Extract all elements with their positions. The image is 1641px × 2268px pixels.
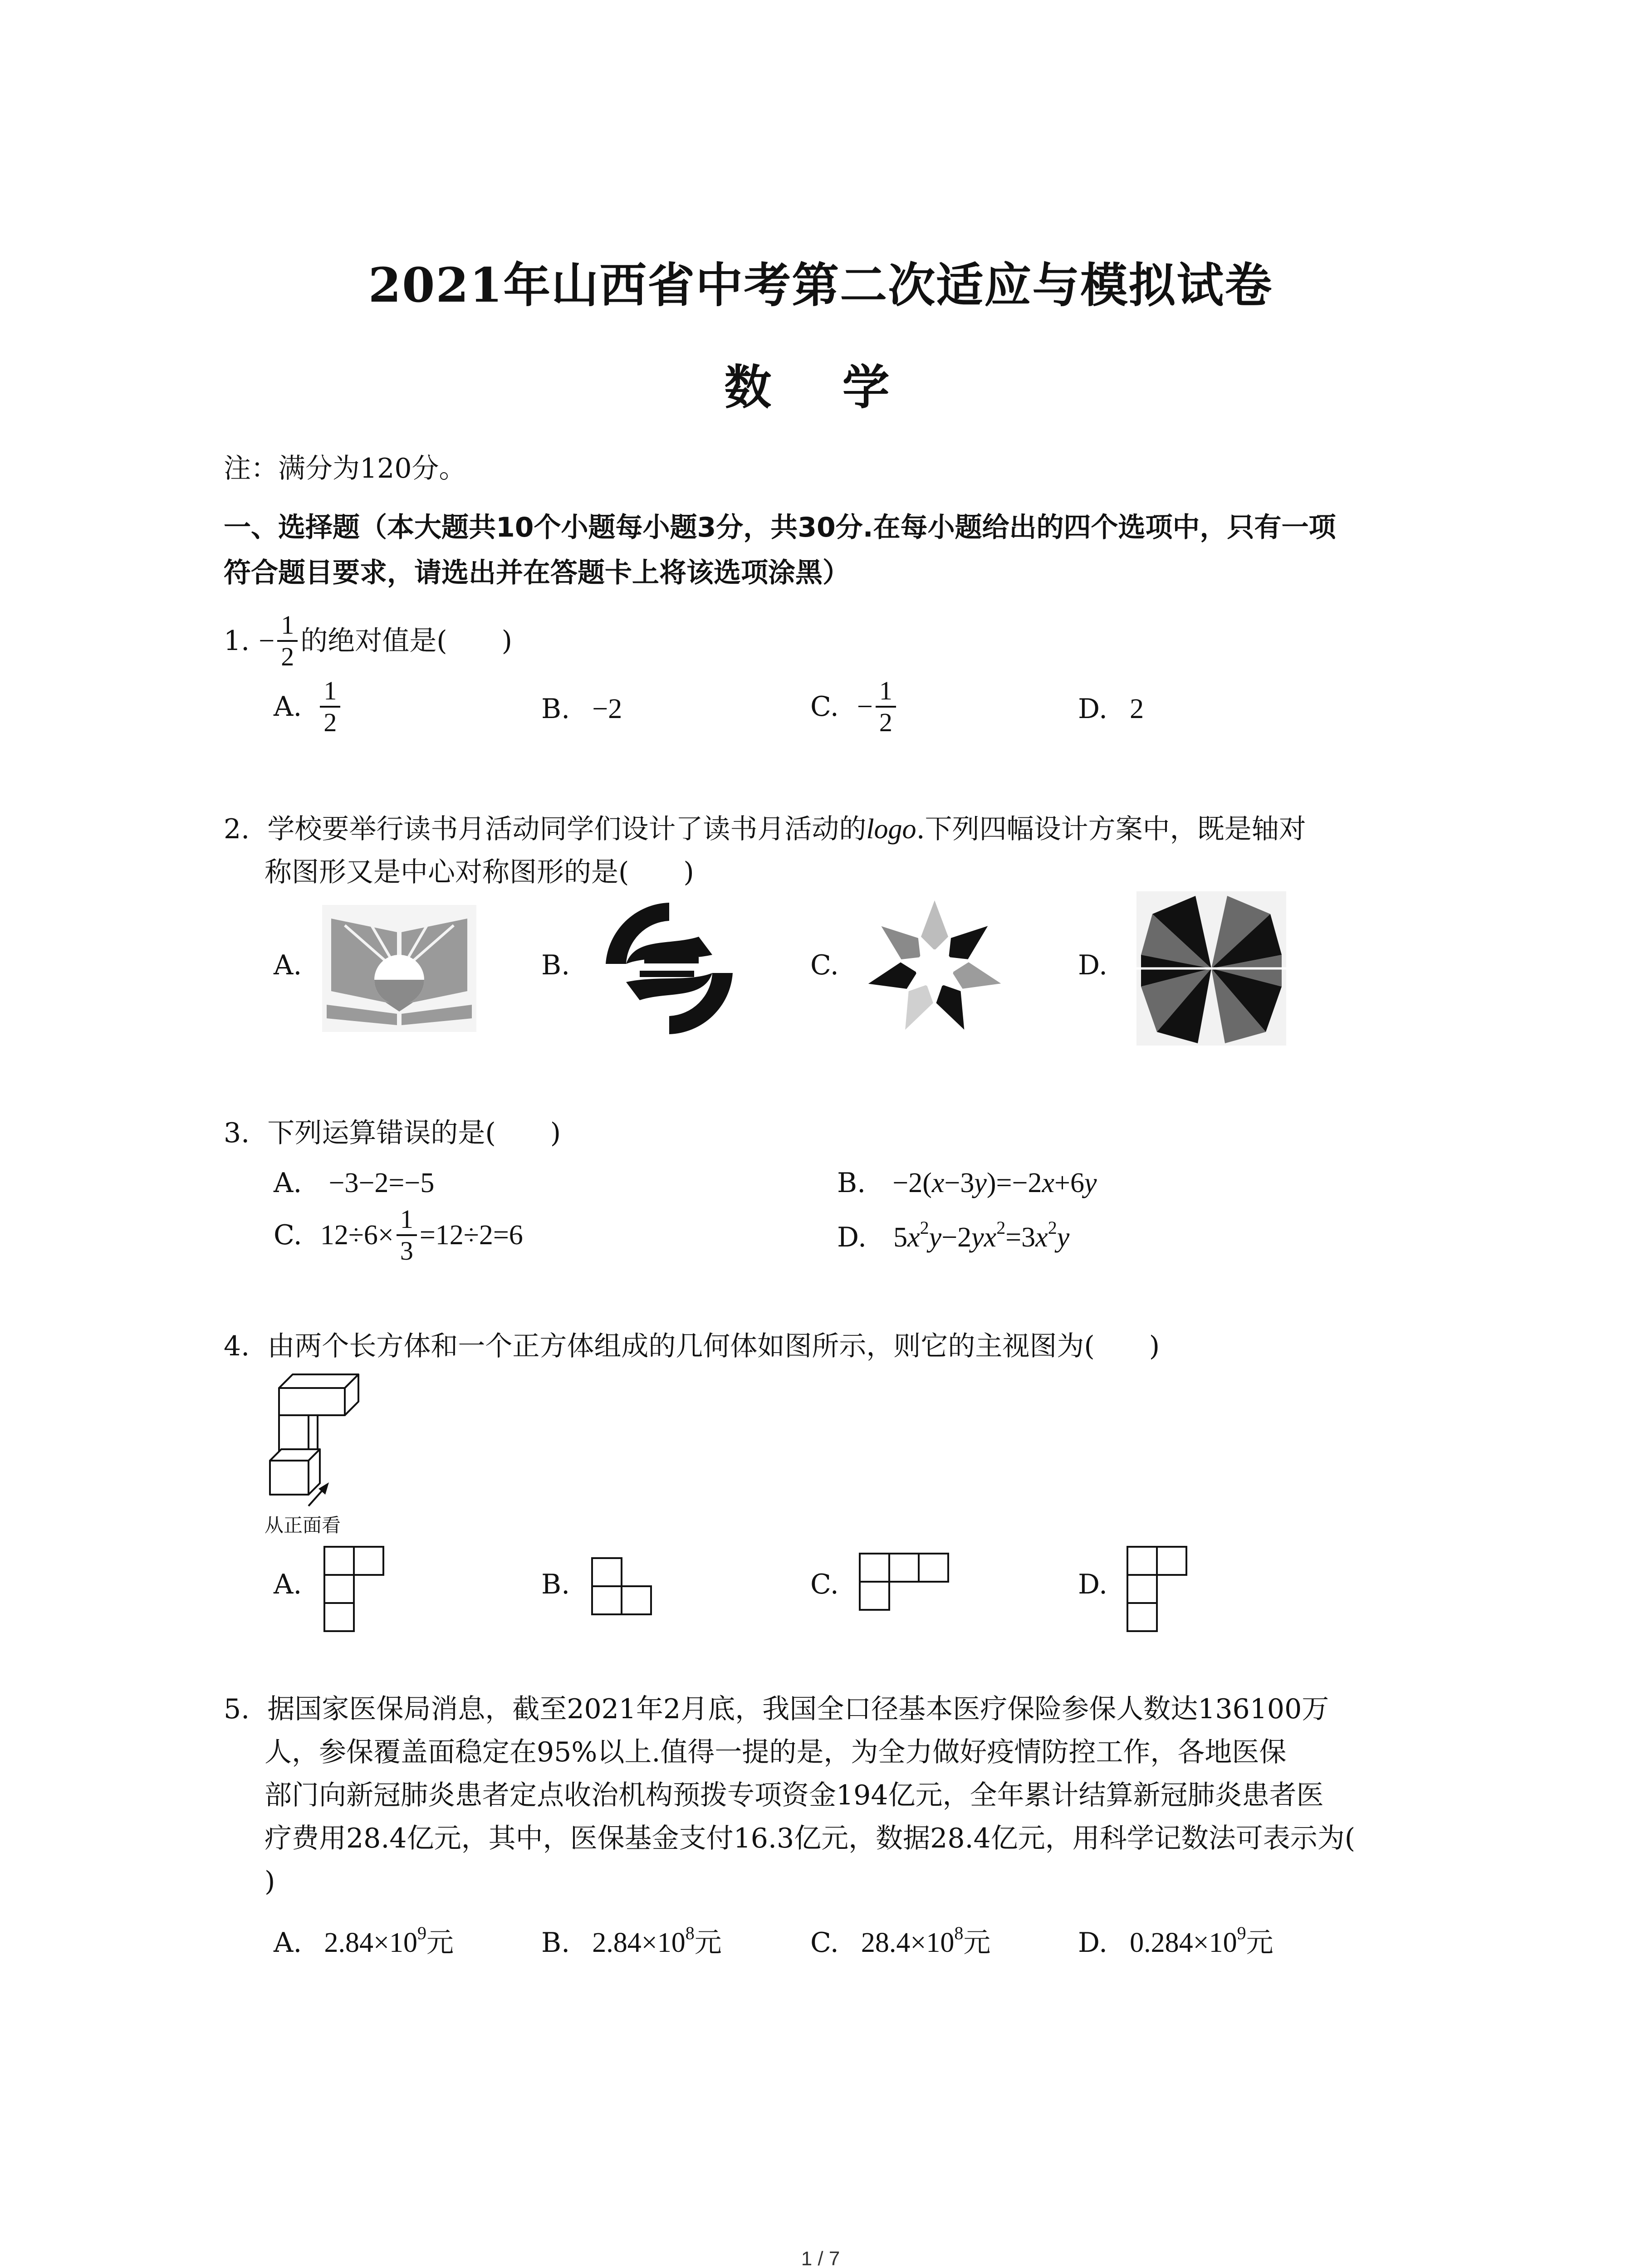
fraction-numerator: 1 <box>397 1204 417 1236</box>
book-sun-logo-image <box>318 900 481 1036</box>
question-number: 4. <box>224 1330 250 1362</box>
option-value: −3−2=−5 <box>328 1168 435 1198</box>
option-part: 2.84×10 <box>592 1927 686 1958</box>
q5-option-d <box>1078 1921 1274 1965</box>
q3-option-b <box>837 1161 1097 1205</box>
q5-option-c <box>810 1921 990 1965</box>
unit: 元 <box>694 1927 722 1959</box>
q3-option-c <box>274 1204 523 1266</box>
option-label: C. <box>274 1219 302 1251</box>
option-label: D. <box>1078 693 1108 725</box>
question-number: 1. <box>224 625 250 657</box>
var-yx: yx <box>971 1222 997 1253</box>
view-direction-caption: 从正面看 <box>265 1515 341 1536</box>
var-x: x <box>1035 1222 1048 1253</box>
option-part: 12÷6× <box>320 1220 394 1251</box>
question-2-line1 <box>224 807 1306 851</box>
fraction <box>277 610 298 672</box>
option-label: C. <box>810 1927 839 1959</box>
option-label: B. <box>837 1167 866 1199</box>
question-2-line2: 称图形又是中心对称图形的是( ) <box>265 856 694 888</box>
front-view-option-d-image <box>1125 1545 1189 1635</box>
option-label: D. <box>1078 1927 1108 1959</box>
option-label: C. <box>810 949 839 981</box>
question-number: 5. <box>224 1693 250 1725</box>
section-heading-line1: 一、选择题（本大题共10个小题每小题3分，共30分.在每小题给出的四个选项中，只有一项 <box>224 512 1336 543</box>
option-part: −2 <box>941 1222 972 1253</box>
subject-title: 数 学 <box>724 359 917 415</box>
question-text: 的绝对值是( ) <box>300 625 513 657</box>
var-x: x <box>907 1222 920 1253</box>
option-label: C. <box>810 1569 839 1600</box>
option-label: D. <box>1078 1569 1108 1600</box>
unit: 元 <box>963 1927 991 1959</box>
option-label: B. <box>541 693 570 725</box>
unit: 元 <box>426 1927 454 1959</box>
var-x: x <box>1042 1168 1055 1198</box>
question-number: 2. <box>224 813 250 845</box>
option-label: D. <box>1078 949 1108 981</box>
question-text-cont: .下列四幅设计方案中，既是轴对 <box>916 813 1306 845</box>
option-part: 2.84×10 <box>324 1927 417 1958</box>
option-label: B. <box>541 1569 570 1600</box>
option-value: −2 <box>592 694 622 724</box>
q1-option-c <box>810 676 899 738</box>
section-heading-line2: 符合题目要求，请选出并在答题卡上将该选项涂黑） <box>224 557 850 589</box>
option-part: −2( <box>892 1168 932 1198</box>
var-x: x <box>931 1168 945 1198</box>
option-label: D. <box>837 1222 867 1253</box>
front-view-option-c-image <box>857 1551 953 1615</box>
option-label: A. <box>274 1927 302 1959</box>
option-part: =3 <box>1005 1222 1036 1253</box>
q1-option-d <box>1078 687 1144 731</box>
option-part: +6 <box>1054 1168 1084 1198</box>
minus-sign: − <box>857 691 873 722</box>
var-y: y <box>1084 1168 1097 1198</box>
score-note: 注：满分为120分。 <box>224 453 466 484</box>
question-5-line4: 疗费用28.4亿元，其中，医保基金支付16.3亿元，数据28.4亿元，用科学记数法可表示为( <box>265 1823 1356 1854</box>
option-label: A. <box>274 1569 302 1600</box>
fraction <box>320 676 340 738</box>
question-text: 据国家医保局消息，截至2021年2月底，我国全口径基本医疗保险参保人数达136100万 <box>267 1693 1329 1725</box>
fan-book-logo-image <box>1136 891 1286 1046</box>
question-text: 由两个长方体和一个正方体组成的几何体如图所示，则它的主视图为( ) <box>267 1330 1160 1362</box>
q5-option-a <box>274 1921 454 1965</box>
page-number: 1 / 7 <box>801 2248 840 2268</box>
var-y: y <box>974 1168 987 1198</box>
q3-option-a <box>274 1161 434 1205</box>
question-4-stem <box>224 1325 1160 1368</box>
exponent: 8 <box>685 1923 695 1943</box>
question-number: 3. <box>224 1117 250 1149</box>
swirl-logo-image <box>594 896 744 1041</box>
exam-title: 2021年山西省中考第二次适应与模拟试卷 <box>368 257 1273 313</box>
exponent: 2 <box>996 1217 1006 1238</box>
option-label: A. <box>274 949 302 981</box>
exponent: 2 <box>920 1217 929 1238</box>
option-label: B. <box>541 949 570 981</box>
option-part: −3 <box>944 1168 975 1198</box>
question-text: 下列运算错误的是( ) <box>267 1117 561 1149</box>
question-1-stem <box>224 610 512 672</box>
minus-sign: − <box>259 626 275 656</box>
fraction-numerator: 1 <box>277 610 298 642</box>
fraction-numerator: 1 <box>876 676 896 708</box>
fraction-denominator: 2 <box>879 708 892 737</box>
option-label: C. <box>810 691 839 723</box>
option-part: 28.4×10 <box>861 1927 955 1958</box>
question-5-line1 <box>224 1687 1329 1731</box>
fraction-numerator: 1 <box>320 676 340 708</box>
question-5-line3: 部门向新冠肺炎患者定点收治机构预拨专项资金194亿元，全年累计结算新冠肺炎患者医 <box>265 1779 1324 1811</box>
exponent: 9 <box>1237 1923 1246 1943</box>
fraction <box>876 676 896 738</box>
q1-option-b <box>541 687 622 731</box>
question-5-line2: 人，参保覆盖面稳定在95%以上.值得一提的是，为全力做好疫情防控工作，各地医保 <box>265 1736 1287 1768</box>
option-label: A. <box>274 1167 302 1199</box>
front-view-option-a-image <box>322 1545 386 1635</box>
fraction-denominator: 3 <box>400 1236 413 1266</box>
option-label: B. <box>541 1927 570 1959</box>
q1-option-a <box>274 676 343 738</box>
star-logo-image <box>860 896 1009 1041</box>
question-text: 学校要举行读书月活动同学们设计了读书月活动的 <box>267 813 867 845</box>
var-y: y <box>929 1222 942 1253</box>
logo-word: logo <box>866 814 916 845</box>
solid-figure-image <box>263 1370 381 1533</box>
exponent: 2 <box>1048 1217 1057 1238</box>
exponent: 8 <box>954 1923 964 1943</box>
q3-option-d <box>837 1216 1069 1259</box>
var-y: y <box>1057 1222 1070 1253</box>
option-part: 0.284×10 <box>1130 1927 1237 1958</box>
exponent: 9 <box>417 1923 426 1943</box>
option-value: 2 <box>1130 694 1144 724</box>
option-part: =12÷2=6 <box>419 1220 523 1251</box>
fraction-denominator: 2 <box>323 708 337 737</box>
option-part: )=−2 <box>986 1168 1042 1198</box>
fraction-denominator: 2 <box>281 642 294 671</box>
option-part: 5 <box>893 1222 908 1253</box>
fraction <box>397 1204 417 1266</box>
front-view-option-b-image <box>590 1556 653 1619</box>
question-3-stem <box>224 1111 561 1155</box>
option-label: A. <box>274 691 302 723</box>
q5-option-b <box>541 1921 722 1965</box>
unit: 元 <box>1246 1927 1274 1959</box>
question-5-line5: ) <box>265 1866 275 1897</box>
